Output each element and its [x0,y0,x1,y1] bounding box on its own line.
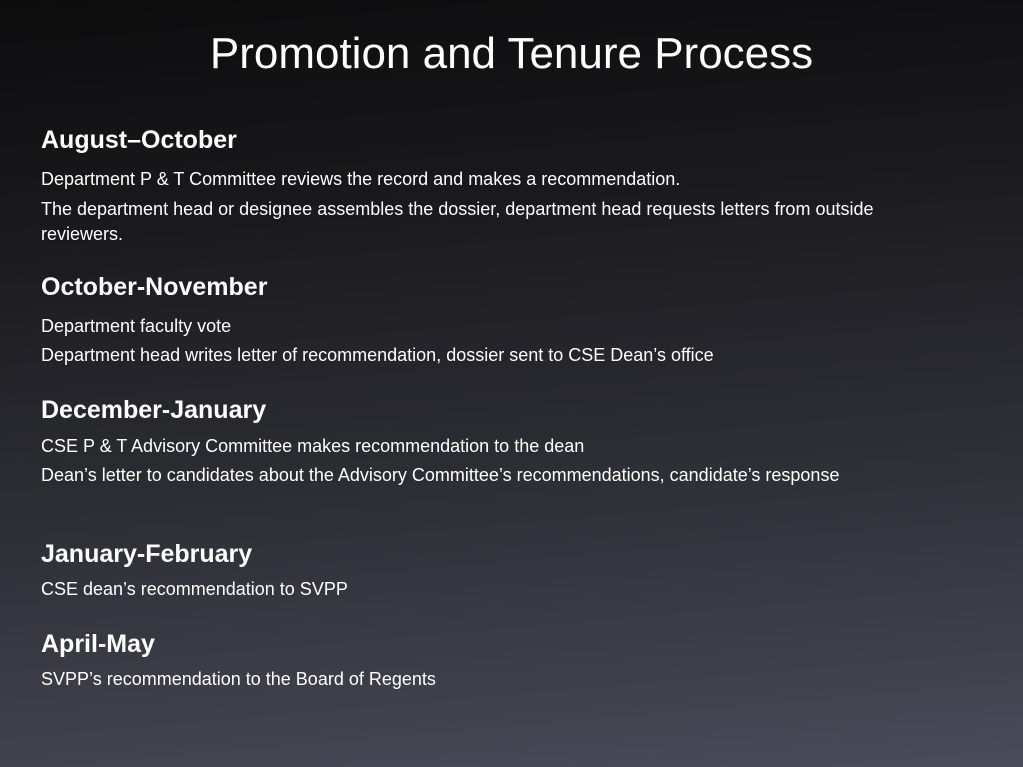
section-heading-jan-feb: January-February [41,540,253,568]
section-heading-dec-jan: December-January [41,396,267,424]
section-item: CSE P & T Advisory Committee makes recommendation to the dean [41,436,585,456]
section-item: CSE dean’s recommendation to SVPP [41,579,348,599]
section-heading-aug-oct: August–October [41,126,237,154]
section-item: Department faculty vote [41,316,232,336]
section-item: Department head writes letter of recommendation, dossier sent to CSE Dean’s office [41,345,714,365]
section-heading-apr-may: April-May [41,630,155,658]
section-item: Department P & T Committee reviews the record and makes a recommendation. [41,169,681,189]
slide-title: Promotion and Tenure Process [209,29,814,78]
section-item: Dean’s letter to candidates about the Advisory Committee’s recommendations, candidate’s response [41,465,840,485]
section-item: SVPP’s recommendation to the Board of Regents [41,669,436,689]
section-item: The department head or designee assembles the dossier, department head requests letters from outside reviewers. [41,199,874,244]
section-heading-oct-nov: October-November [41,273,268,301]
